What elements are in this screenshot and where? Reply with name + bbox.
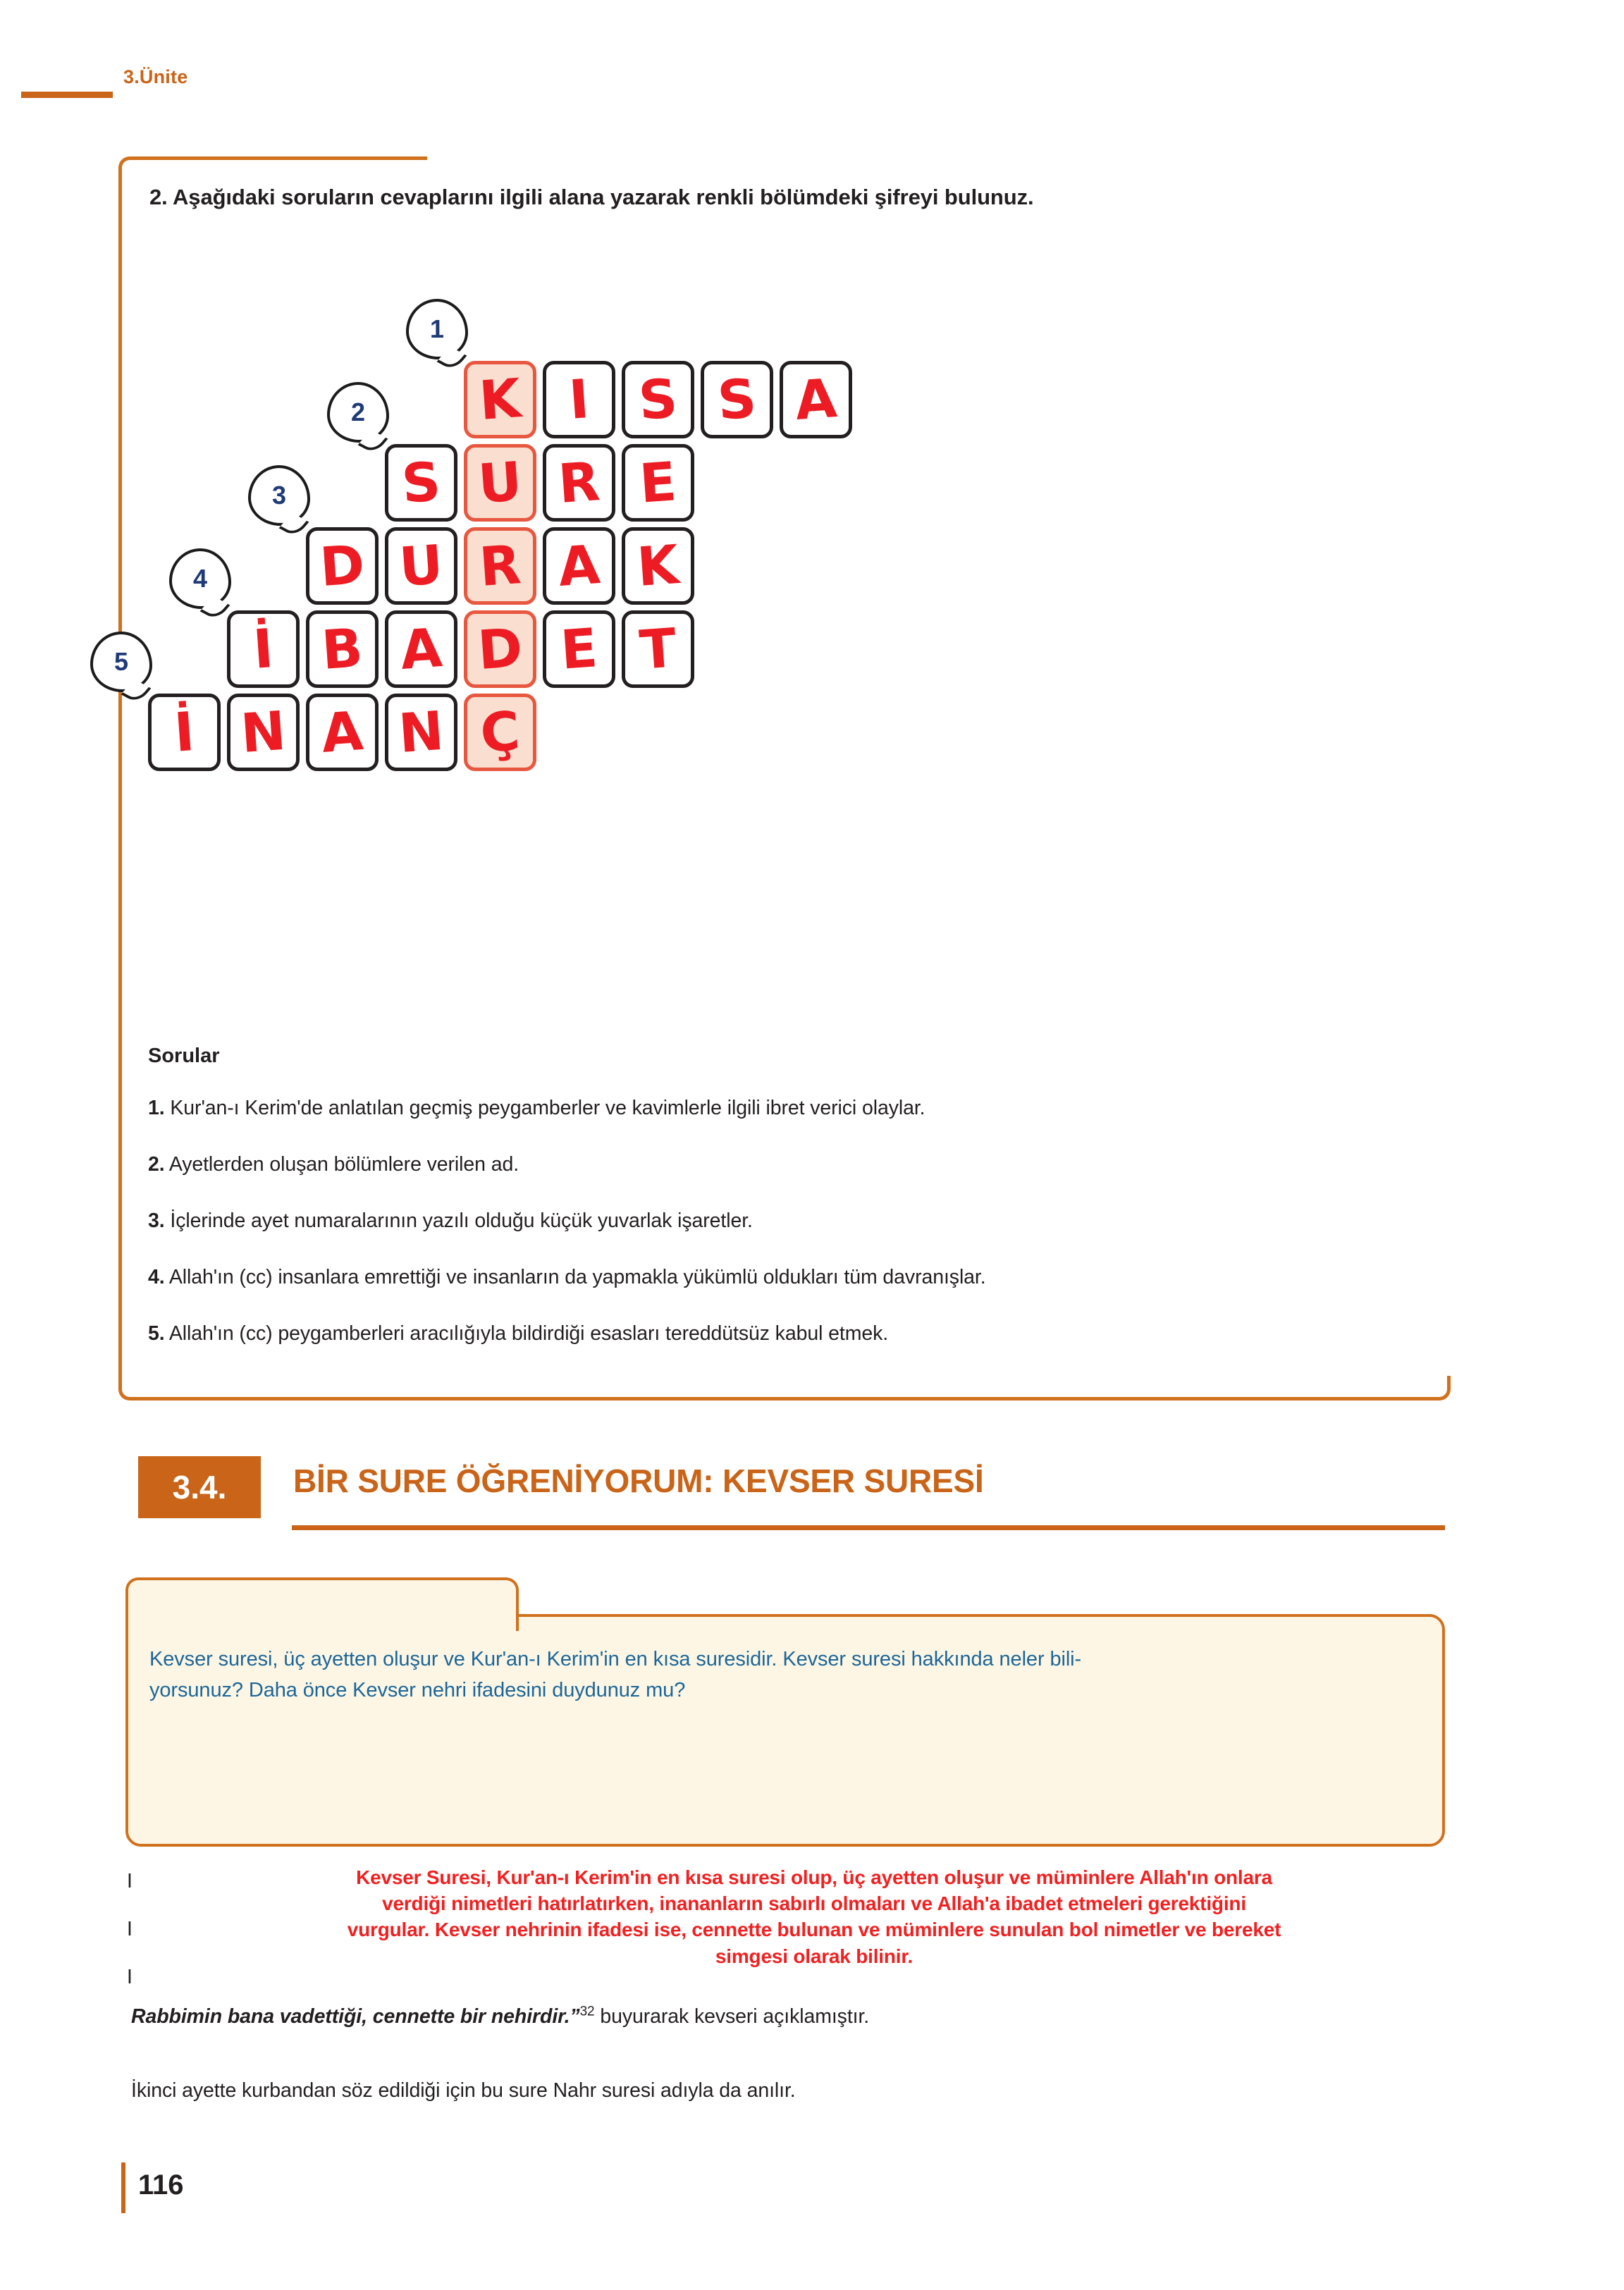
question-text: Ayetlerden oluşan bölümlere verilen ad. <box>164 1153 519 1176</box>
crossword-cell[interactable] <box>385 694 457 771</box>
crossword-cell[interactable] <box>227 610 300 688</box>
crossword-cell[interactable] <box>543 527 615 605</box>
frame-corner-bottom-right <box>1426 1376 1451 1401</box>
crossword-letter: T <box>637 616 679 682</box>
crossword-letter: A <box>398 616 444 682</box>
crossword-cell[interactable] <box>464 361 536 438</box>
red-annotation-line-3: vurgular. Kevser nehrinin ifadesi ise, cennette bulunan ve müminlere sunulan bol nimetler ve bereket <box>347 1919 1281 1941</box>
questions-heading: Sorular <box>148 1045 220 1067</box>
crossword-letter: A <box>793 367 839 432</box>
crossword-letter: A <box>556 533 602 598</box>
crossword-letter: A <box>319 699 365 765</box>
crossword-cell[interactable] <box>385 610 457 688</box>
crossword-letter: N <box>396 698 446 765</box>
question-item <box>148 1153 1459 1176</box>
question-item <box>148 1266 1459 1289</box>
crossword-cell[interactable] <box>622 610 694 688</box>
quote-italic-text: Rabbimin bana vadettiği, cennette bir nehirdir.” <box>131 2005 580 2028</box>
crossword-cell[interactable] <box>701 361 773 438</box>
intro-box-tab <box>125 1577 519 1631</box>
crossword-clue-bubble <box>248 465 310 526</box>
crossword-cell[interactable] <box>543 361 615 438</box>
occluded-body-line-2: I <box>127 1918 133 1940</box>
page-number: 116 <box>138 2169 184 2200</box>
occluded-body-line-1: I <box>127 1870 133 1892</box>
red-annotation <box>141 1864 1487 1969</box>
red-annotation-line-4: simgesi olarak bilinir. <box>715 1945 914 1967</box>
question-number: 1. <box>148 1097 165 1119</box>
question-text: İçlerinde ayet numaralarının yazılı olduğu küçük yuvarlak işaretler. <box>164 1209 753 1232</box>
crossword-letter: D <box>317 532 367 599</box>
crossword-letter: İ <box>172 700 197 764</box>
crossword-letter: I <box>567 367 591 431</box>
occluded-body-line-3: I <box>127 1966 133 1988</box>
question-text: Kur'an-ı Kerim'de anlatılan geçmiş peygamberler ve kavimlerle ilgili ibret verici olaylar. <box>164 1097 925 1119</box>
red-annotation-line-2: verdiği nimetleri hatırlatırken, inananların sabırlı olmaları ve Allah'a ibadet etmeleri gerektiğini <box>382 1892 1246 1915</box>
crossword-cell[interactable] <box>464 527 536 605</box>
activity-instruction: 2. Aşağıdaki soruların cevaplarını ilgili alana yazarak renkli bölümdeki şifreyi bulunuz. <box>149 185 1034 209</box>
quote-paragraph <box>131 2002 1456 2032</box>
crossword-clue-bubble <box>90 632 152 692</box>
question-item <box>148 1209 1459 1233</box>
question-number: 3. <box>148 1209 165 1232</box>
crossword-letter: S <box>400 450 443 515</box>
frame-edge-bottom <box>137 1397 1434 1401</box>
crossword-clue-bubble <box>406 299 468 359</box>
crossword-cell[interactable] <box>385 444 457 522</box>
crossword-cell[interactable] <box>780 361 852 438</box>
crossword-letter: S <box>636 367 679 432</box>
crossword-cell[interactable] <box>306 527 379 605</box>
page-number-rule <box>121 2162 125 2213</box>
crossword-clue-number: 4 <box>192 564 208 593</box>
crossword-cell[interactable] <box>306 610 379 688</box>
crossword-cell[interactable] <box>464 610 536 688</box>
closing-paragraph: İkinci ayette kurbandan söz edildiği için bu sure Nahr suresi adıyla da anılır. <box>131 2079 796 2102</box>
crossword-letter: Ç <box>478 699 522 765</box>
red-annotation-line-1: Kevser Suresi, Kur'an-ı Kerim'in en kısa suresi olup, üç ayetten oluşur ve müminlere Allah'ın onlara <box>356 1866 1272 1888</box>
question-text: Allah'ın (cc) peygamberleri aracılığıyla bildirdiği esasları tereddütsüz kabul etmek. <box>164 1322 889 1345</box>
question-item <box>148 1322 1459 1346</box>
intro-box-text <box>149 1644 1422 1706</box>
crossword-cell[interactable] <box>227 694 300 771</box>
crossword-clue-bubble <box>327 382 389 443</box>
crossword-letter: İ <box>251 617 276 681</box>
crossword-clue-number: 5 <box>113 647 129 676</box>
section-underline <box>292 1525 1445 1530</box>
crossword-letter: U <box>476 449 524 516</box>
crossword-letter: R <box>477 533 523 598</box>
crossword-cell[interactable] <box>622 361 694 438</box>
crossword-cell[interactable] <box>622 527 694 605</box>
crossword-letter: E <box>558 616 600 682</box>
crossword-cell[interactable] <box>543 444 615 522</box>
section-number-badge <box>138 1456 261 1518</box>
section-number-label: 3.4. <box>172 1469 227 1506</box>
crossword-letter: K <box>634 533 681 598</box>
intro-line-1: Kevser suresi, üç ayetten oluşur ve Kur'an-ı Kerim'in en kısa suresidir. Kevser suresi hakkında neler bili- <box>149 1648 1082 1670</box>
crossword-letter: N <box>238 698 288 765</box>
quote-footnote-marker: 32 <box>579 2004 595 2019</box>
crossword-letter: D <box>475 615 525 682</box>
crossword-cell[interactable] <box>464 694 536 771</box>
crossword-letter: E <box>637 450 679 515</box>
section-title: BİR SURE ÖĞRENİYORUM: KEVSER SURESİ <box>293 1463 984 1499</box>
crossword-puzzle <box>0 0 1624 765</box>
crossword-cell[interactable] <box>148 694 221 771</box>
crossword-letter: S <box>715 367 758 432</box>
unit-label: 3.Ünite <box>123 66 188 87</box>
crossword-cell[interactable] <box>385 527 457 605</box>
question-text: Allah'ın (cc) insanlara emrettiği ve insanların da yapmakla yükümlü oldukları tüm davranışlar. <box>164 1266 986 1288</box>
intro-line-2: yorsunuz? Daha önce Kevser nehri ifadesini duydunuz mu? <box>149 1679 686 1702</box>
question-number: 5. <box>148 1322 165 1345</box>
crossword-clue-number: 3 <box>271 481 287 510</box>
crossword-letter: U <box>397 532 445 599</box>
crossword-cell[interactable] <box>306 694 379 771</box>
crossword-clue-number: 1 <box>429 314 445 343</box>
crossword-letter: K <box>476 367 523 432</box>
intro-box <box>125 1577 1445 1847</box>
question-number: 2. <box>148 1153 165 1176</box>
crossword-letter: B <box>319 616 365 682</box>
crossword-cell[interactable] <box>464 444 536 522</box>
crossword-clue-number: 2 <box>350 398 366 426</box>
crossword-clue-bubble <box>169 548 231 609</box>
crossword-letter: R <box>556 450 602 515</box>
question-item <box>148 1097 1459 1120</box>
quote-trailing-text: buyurarak kevseri açıklamıştır. <box>594 2005 870 2028</box>
crossword-cell[interactable] <box>622 444 694 522</box>
crossword-cell[interactable] <box>543 610 615 688</box>
question-number: 4. <box>148 1266 165 1288</box>
